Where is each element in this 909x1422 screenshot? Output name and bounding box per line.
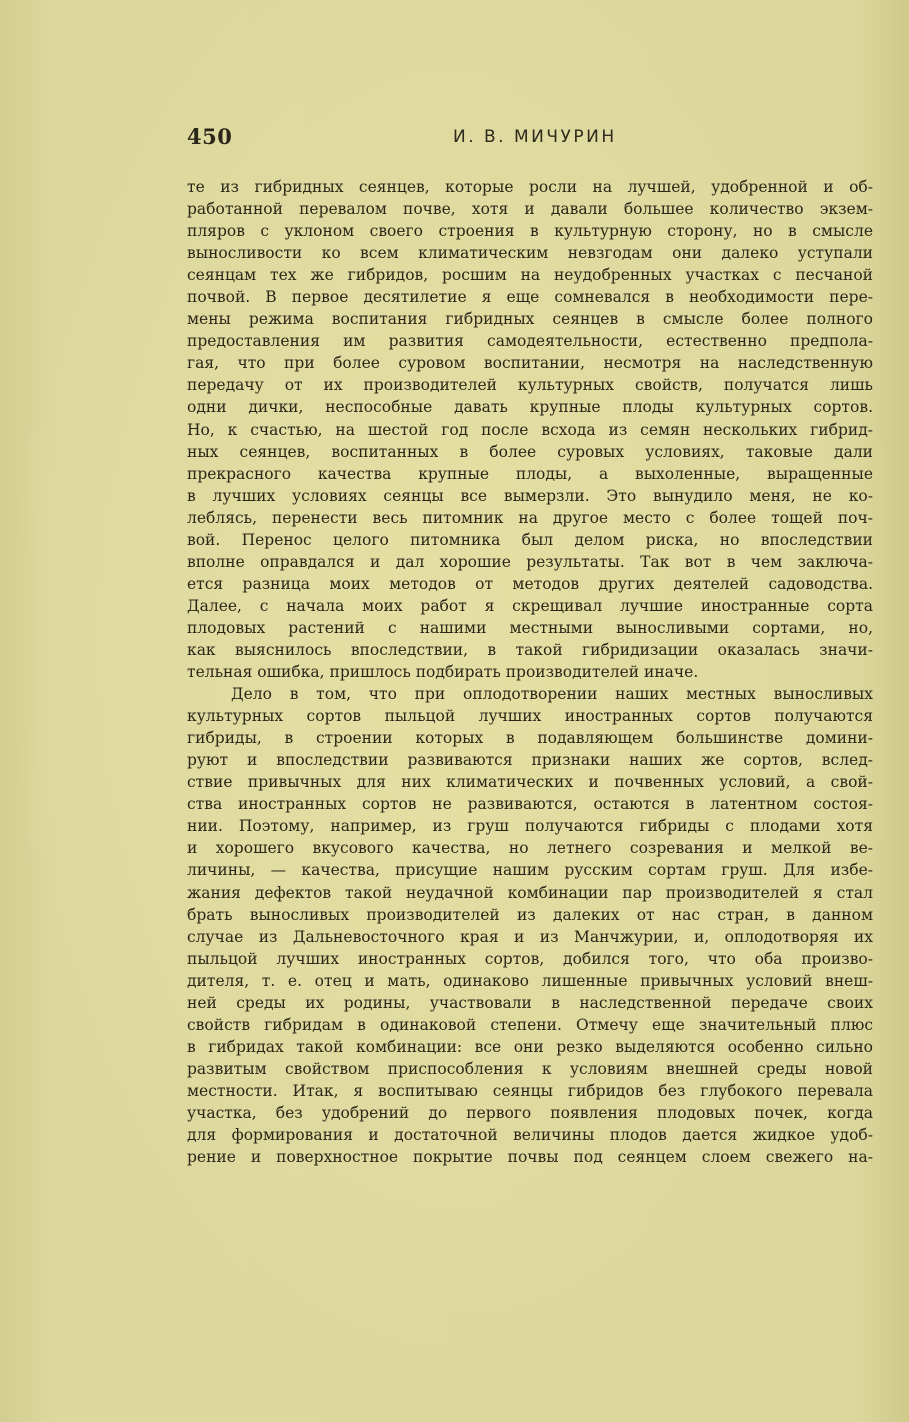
- text-line: плодовых растений с нашими местными выносливыми сортами, но,: [187, 618, 873, 637]
- text-line: мены режима воспитания гибридных сеянцев в смысле более полного: [187, 310, 873, 329]
- text-line: ется разница моих методов от методов других деятелей садоводства.: [187, 574, 873, 593]
- text-line: ней среды их родины, участвовали в наследственной передаче своих: [187, 993, 873, 1012]
- text-line: нии. Поэтому, например, из груш получаются гибриды с плодами хотя: [187, 817, 873, 836]
- text-line: передачу от их производителей культурных свойств, получатся лишь: [187, 376, 873, 395]
- text-line: тельная ошибка, пришлось подбирать производителей иначе.: [187, 663, 699, 682]
- text-line: местности. Итак, я воспитываю сеянцы гибридов без глубокого перевала: [187, 1081, 873, 1100]
- text-line: личины, — качества, присущие нашим русским сортам груш. Для избе-: [187, 861, 873, 880]
- text-line: одни дички, неспособные давать крупные плоды культурных сортов.: [187, 398, 873, 417]
- text-line: ствие привычных для них климатических и почвенных условий, а свой-: [187, 773, 873, 792]
- text-line: леблясь, перенести весь питомник на другое место с более тощей поч-: [187, 508, 873, 527]
- text-line: гая, что при более суровом воспитании, несмотря на наследственную: [187, 354, 873, 373]
- text-line: Дело в том, что при оплодотворении наших местных выносливых: [231, 685, 873, 704]
- text-line: руют и впоследствии развиваются признаки наших же сортов, вслед-: [187, 751, 873, 770]
- text-line: вполне оправдался и дал хорошие результаты. Так вот в чем заключа-: [187, 552, 873, 571]
- text-line: случае из Дальневосточного края и из Манчжурии, и, оплодотворяя их: [187, 927, 873, 946]
- text-line: Далее, с начала моих работ я скрещивал лучшие иностранные сорта: [187, 596, 873, 615]
- text-line: почвой. В первое десятилетие я еще сомневался в необходимости пере-: [187, 288, 873, 307]
- text-line: работанной перевалом почве, хотя и давали большее количество экзем-: [187, 200, 873, 219]
- text-line: пляров с уклоном своего строения в культурную сторону, но в смысле: [187, 222, 873, 241]
- text-line: Но, к счастью, на шестой год после всхода из семян нескольких гибрид-: [187, 420, 873, 439]
- text-line: пыльцой лучших иностранных сортов, добился того, что оба произво-: [187, 949, 873, 968]
- text-line: дителя, т. е. отец и мать, одинаково лишенные привычных условий внеш-: [187, 971, 873, 990]
- text-line: гибриды, в строении которых в подавляющем большинстве домини-: [187, 729, 873, 748]
- text-line: предоставления им развития самодеятельности, естественно предпола-: [187, 332, 873, 351]
- running-head: И. В. МИЧУРИН: [453, 127, 617, 147]
- text-line: развитым свойством приспособления к условиям внешней среды новой: [187, 1059, 873, 1078]
- text-line: как выяснилось впоследствии, в такой гибридизации оказалась значи-: [187, 640, 873, 659]
- text-line: прекрасного качества крупные плоды, а выхоленные, выращенные: [187, 464, 873, 483]
- text-line: рение и поверхностное покрытие почвы под сеянцем слоем свежего на-: [187, 1148, 873, 1167]
- page-number: 450: [187, 124, 233, 149]
- text-line: ства иностранных сортов не развиваются, остаются в латентном состоя-: [187, 795, 873, 814]
- text-line: в гибридах такой комбинации: все они резко выделяются особенно сильно: [187, 1037, 873, 1056]
- text-line: выносливости ко всем климатическим невзгодам они далеко уступали: [187, 244, 873, 263]
- text-line: для формирования и достаточной величины плодов дается жидкое удоб-: [187, 1126, 873, 1145]
- text-line: участка, без удобрений до первого появления плодовых почек, когда: [187, 1103, 873, 1122]
- text-line: ных сеянцев, воспитанных в более суровых условиях, таковые дали: [187, 442, 873, 461]
- text-line: в лучших условиях сеянцы все вымерзли. Это вынудило меня, не ко-: [187, 486, 873, 505]
- page-header: [187, 124, 873, 154]
- text-line: сеянцам тех же гибридов, росшим на неудобренных участках с песчаной: [187, 266, 873, 285]
- text-line: вой. Перенос целого питомника был делом риска, но впоследствии: [187, 530, 873, 549]
- text-line: те из гибридных сеянцев, которые росли на лучшей, удобренной и об-: [187, 178, 873, 196]
- text-line: культурных сортов пыльцой лучших иностранных сортов получаются: [187, 707, 873, 726]
- text-line: свойств гибридам в одинаковой степени. Отмечу еще значительный плюс: [187, 1015, 873, 1034]
- text-line: и хорошего вкусового качества, но летнего созревания и мелкой ве-: [187, 839, 873, 858]
- body-text: [187, 176, 873, 1168]
- text-line: жания дефектов такой неудачной комбинации пар производителей я стал: [187, 883, 873, 902]
- text-line: брать выносливых производителей из далеких от нас стран, в данном: [187, 905, 873, 924]
